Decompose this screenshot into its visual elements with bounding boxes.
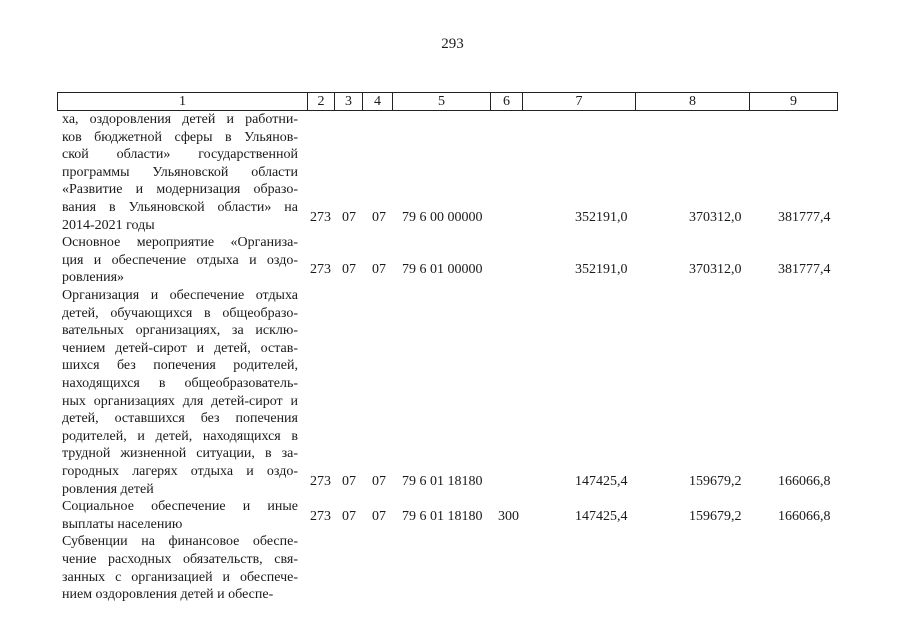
cell-c3: 07 [342, 262, 356, 278]
description-line: трудной жизненной ситуации, в за- [62, 446, 298, 462]
cell-c5: 79 6 01 00000 [402, 262, 483, 278]
description-line: вательных организациях, за исклю- [62, 323, 298, 339]
header-col-5: 5 [392, 93, 490, 110]
description-line: ков бюджетной сферы в Ульянов- [62, 129, 298, 145]
description-line: ровления» [62, 270, 125, 286]
table-header-row [57, 92, 838, 111]
header-col-6: 6 [490, 93, 522, 110]
header-col-9: 9 [749, 93, 838, 110]
cell-c4: 07 [372, 209, 386, 225]
description-line: родителей, и детей, находящихся в [62, 428, 298, 444]
description-line: детей, оставшихся без попечения [62, 411, 298, 427]
cell-c2: 273 [310, 473, 331, 489]
description-line: занных с организацией и обеспече- [62, 569, 298, 585]
cell-c8: 370312,0 [689, 262, 742, 278]
description-line: шихся без попечения родителей, [62, 358, 298, 374]
cell-c4: 07 [372, 508, 386, 524]
description-line: чение расходных обязательств, свя- [62, 551, 298, 567]
cell-c5: 79 6 00 00000 [402, 209, 483, 225]
description-line: ха, оздоровления детей и работни- [62, 112, 298, 127]
description-line: находящихся в общеобразователь- [62, 375, 298, 391]
cell-c8: 159679,2 [689, 508, 742, 524]
description-line: Основное мероприятие «Организа- [62, 235, 298, 251]
description-line: 2014-2021 годы [62, 217, 155, 233]
header-col-2: 2 [307, 93, 334, 110]
header-col-4: 4 [362, 93, 392, 110]
cell-c5: 79 6 01 18180 [402, 508, 483, 524]
description-line: выплаты населению [62, 516, 183, 532]
description-line: программы Ульяновской области [62, 164, 298, 180]
cell-c7: 147425,4 [575, 473, 628, 489]
description-line: ция и обеспечение отдыха и оздо- [62, 252, 298, 268]
description-line: городных лагерях отдыха и оздо- [62, 463, 298, 479]
cell-c3: 07 [342, 508, 356, 524]
row-description [62, 234, 298, 287]
cell-c7: 352191,0 [575, 209, 628, 225]
header-col-1: 1 [57, 93, 307, 110]
description-line: ных организациях для детей-сирот и [62, 393, 298, 409]
cell-c8: 159679,2 [689, 473, 742, 489]
description-line: Организация и обеспечение отдыха [62, 288, 298, 303]
cell-c4: 07 [372, 262, 386, 278]
cell-c2: 273 [310, 508, 331, 524]
description-line: Субвенции на финансовое обеспе- [62, 534, 298, 550]
cell-c3: 07 [342, 473, 356, 489]
description-line: ской области» государственной [62, 147, 298, 163]
header-col-7: 7 [522, 93, 635, 110]
cell-c9: 166066,8 [778, 508, 831, 524]
cell-c9: 381777,4 [778, 209, 831, 225]
page-number: 293 [441, 36, 464, 52]
cell-c4: 07 [372, 473, 386, 489]
cell-c9: 166066,8 [778, 473, 831, 489]
cell-c7: 147425,4 [575, 508, 628, 524]
description-line: чением детей-сирот и детей, остав- [62, 340, 298, 356]
cell-c7: 352191,0 [575, 262, 628, 278]
cell-c5: 79 6 01 18180 [402, 473, 483, 489]
description-line: детей, обучающихся в общеобразо- [62, 305, 298, 321]
description-line: Социальное обеспечение и иные [62, 499, 298, 515]
description-line: ровления детей [62, 481, 154, 497]
description-line: «Развитие и модернизация образо- [62, 182, 298, 198]
header-col-8: 8 [635, 93, 749, 110]
description-line: вания в Ульяновской области» на [62, 199, 298, 215]
row-description [62, 287, 298, 498]
row-description [62, 111, 298, 234]
cell-c6: 300 [498, 508, 519, 524]
row-description [62, 533, 298, 603]
cell-c9: 381777,4 [778, 262, 831, 278]
description-line: нием оздоровления детей и обеспе- [62, 587, 274, 603]
cell-c8: 370312,0 [689, 209, 742, 225]
row-description [62, 498, 298, 533]
header-col-3: 3 [334, 93, 362, 110]
cell-c2: 273 [310, 209, 331, 225]
cell-c2: 273 [310, 262, 331, 278]
cell-c3: 07 [342, 209, 356, 225]
